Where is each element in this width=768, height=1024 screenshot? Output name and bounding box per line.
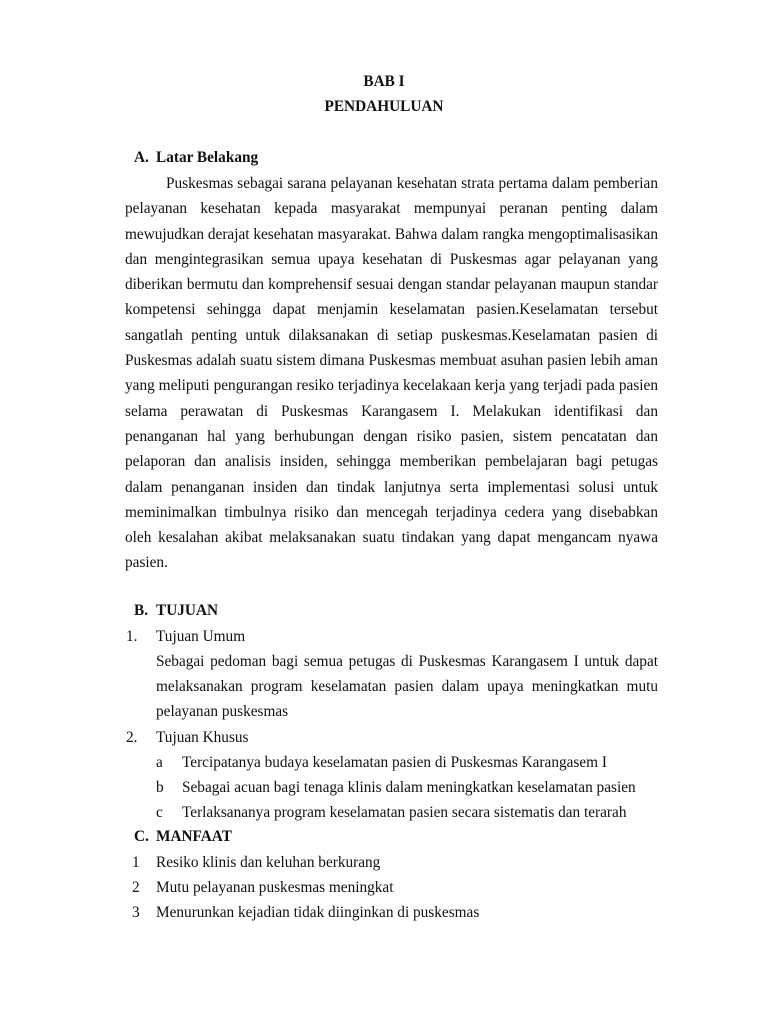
section-a-letter: A. <box>134 149 149 166</box>
chapter-title: PENDAHULUAN <box>324 98 444 115</box>
section-b-title: TUJUAN <box>156 602 219 619</box>
benefit-1-text: Resiko klinis dan keluhan berkurang <box>156 854 381 871</box>
benefit-3-text: Menurunkan kejadian tidak diinginkan di puskesmas <box>156 904 480 921</box>
goal-2-title: Tujuan Khusus <box>156 729 249 746</box>
section-a-paragraph: Puskesmas sebagai sarana pelayanan kesehatan strata pertama dalam pemberian pelayanan kesehatan kepada masyarakat mempunyai peranan penting dalam mewujudkan derajat kesehatan masyarakat. Bahwa dalam rangka mengoptimalisasikan dan mengintegrasikan semua upaya kesehatan di Puskesmas agar pelayanan yang diberikan bermutu dan komprehensif sesuai dengan standar pelayanan maupun standar kompetensi sehingga dapat menjamin keselamatan pasien.Keselamatan tersebut sangatlah penting untuk dilaksanakan di setiap puskesmas.Keselamatan pasien di Puskesmas adalah suatu sistem dimana Puskesmas membuat asuhan pasien lebih aman yang meliputi pengurangan resiko terjadinya kecelakaan kerja yang terjadi pada pasien selama perawatan di Puskesmas Karangasem I. Melakukan identifikasi dan penanganan hal yang berhubungan dengan risiko pasien, sistem pencatatan dan pelaporan dan analisis insiden, sehingga memberikan pembelajaran bagi petugas dalam penanganan insiden dan tindak lanjutnya serta implementasi solusi untuk meminimalkan timbulnya risiko dan mencegah terjadinya cedera yang disebabkan oleh kesalahan akibat melaksanakan suatu tindakan yang dapat mengancam nyawa pasien. <box>125 175 658 572</box>
section-c-letter: C. <box>134 828 149 845</box>
subitem-c-text: Terlaksananya program keselamatan pasien secara sistematis dan terarah <box>182 804 627 821</box>
benefit-1-number: 1 <box>132 854 140 871</box>
goal-1-number: 1. <box>126 628 138 645</box>
subitem-a-letter: a <box>156 754 163 771</box>
chapter-heading: BAB I <box>363 73 405 90</box>
subitem-c-letter: c <box>156 804 163 821</box>
goal-2-number: 2. <box>126 729 138 746</box>
subitem-b-letter: b <box>156 779 164 796</box>
benefit-3-number: 3 <box>132 904 140 921</box>
section-a-title: Latar Belakang <box>156 149 259 166</box>
section-c-title: MANFAAT <box>156 828 232 845</box>
subitem-a-text: Tercipatanya budaya keselamatan pasien di Puskesmas Karangasem I <box>182 754 607 771</box>
benefit-2-text: Mutu pelayanan puskesmas meningkat <box>156 879 394 896</box>
benefit-2-number: 2 <box>132 879 140 896</box>
goal-1-text: Sebagai pedoman bagi semua petugas di Puskesmas Karangasem I untuk dapat melaksanakan program keselamatan pasien dalam upaya meningkatkan mutu pelayanan puskesmas <box>156 653 658 721</box>
section-b-letter: B. <box>134 602 149 619</box>
subitem-b-text: Sebagai acuan bagi tenaga klinis dalam meningkatkan keselamatan pasien <box>182 779 636 796</box>
goal-1-title: Tujuan Umum <box>156 628 246 645</box>
